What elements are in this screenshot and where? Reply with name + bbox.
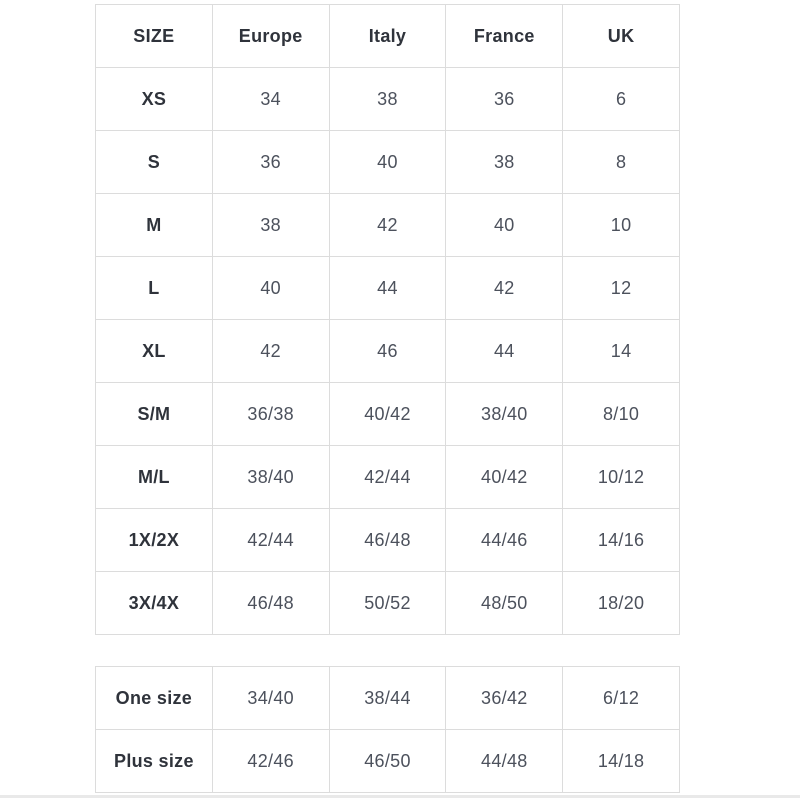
table-cell: 38/40 — [446, 383, 563, 446]
size-conversion-table — [95, 4, 680, 635]
row-label: M — [96, 194, 213, 257]
table-cell: 44/46 — [446, 509, 563, 572]
row-label: S — [96, 131, 213, 194]
table-cell: 34/40 — [212, 667, 329, 730]
table-cell: 12 — [563, 257, 680, 320]
table-cell: 42/46 — [212, 730, 329, 793]
table-cell: 14/18 — [563, 730, 680, 793]
table-cell: 44 — [446, 320, 563, 383]
table-cell: 42/44 — [329, 446, 446, 509]
table-cell: 10/12 — [563, 446, 680, 509]
table-cell: 38 — [446, 131, 563, 194]
table-row — [96, 446, 680, 509]
one-size-plus-size-table — [95, 666, 680, 793]
table-cell: 42 — [446, 257, 563, 320]
size-table-header — [96, 5, 680, 68]
table-cell: 46/50 — [329, 730, 446, 793]
table-row — [96, 320, 680, 383]
table-row — [96, 257, 680, 320]
table-cell: 38 — [329, 68, 446, 131]
table-cell: 42 — [329, 194, 446, 257]
table-row — [96, 383, 680, 446]
table-row — [96, 572, 680, 635]
column-header: UK — [563, 5, 680, 68]
column-header: SIZE — [96, 5, 213, 68]
table-row — [96, 667, 680, 730]
table-cell: 36 — [212, 131, 329, 194]
table-row — [96, 194, 680, 257]
table-cell: 18/20 — [563, 572, 680, 635]
table-cell: 36/42 — [446, 667, 563, 730]
header-row — [96, 5, 680, 68]
row-label: L — [96, 257, 213, 320]
table-cell: 42 — [212, 320, 329, 383]
table-cell: 46/48 — [329, 509, 446, 572]
row-label: 3X/4X — [96, 572, 213, 635]
table-cell: 44/48 — [446, 730, 563, 793]
table-row — [96, 68, 680, 131]
table-cell: 36 — [446, 68, 563, 131]
table-cell: 48/50 — [446, 572, 563, 635]
page-bottom-divider — [0, 795, 800, 798]
table-cell: 40/42 — [446, 446, 563, 509]
table-cell: 14 — [563, 320, 680, 383]
table-cell: 40/42 — [329, 383, 446, 446]
table-row — [96, 131, 680, 194]
size-table-body — [96, 68, 680, 635]
table-cell: 14/16 — [563, 509, 680, 572]
table-cell: 38/44 — [329, 667, 446, 730]
table-cell: 8/10 — [563, 383, 680, 446]
column-header: France — [446, 5, 563, 68]
table-row — [96, 509, 680, 572]
table-row — [96, 730, 680, 793]
table-cell: 42/44 — [212, 509, 329, 572]
table-cell: 36/38 — [212, 383, 329, 446]
one-size-table-body — [96, 667, 680, 793]
table-cell: 34 — [212, 68, 329, 131]
table-cell: 46 — [329, 320, 446, 383]
column-header: Europe — [212, 5, 329, 68]
table-cell: 40 — [446, 194, 563, 257]
column-header: Italy — [329, 5, 446, 68]
row-label: M/L — [96, 446, 213, 509]
table-cell: 40 — [212, 257, 329, 320]
table-cell: 44 — [329, 257, 446, 320]
table-cell: 8 — [563, 131, 680, 194]
table-cell: 38 — [212, 194, 329, 257]
table-cell: 46/48 — [212, 572, 329, 635]
row-label: 1X/2X — [96, 509, 213, 572]
table-cell: 38/40 — [212, 446, 329, 509]
row-label: Plus size — [96, 730, 213, 793]
row-label: XL — [96, 320, 213, 383]
table-cell: 40 — [329, 131, 446, 194]
row-label: S/M — [96, 383, 213, 446]
table-cell: 50/52 — [329, 572, 446, 635]
row-label: XS — [96, 68, 213, 131]
table-cell: 6 — [563, 68, 680, 131]
table-cell: 10 — [563, 194, 680, 257]
row-label: One size — [96, 667, 213, 730]
table-cell: 6/12 — [563, 667, 680, 730]
